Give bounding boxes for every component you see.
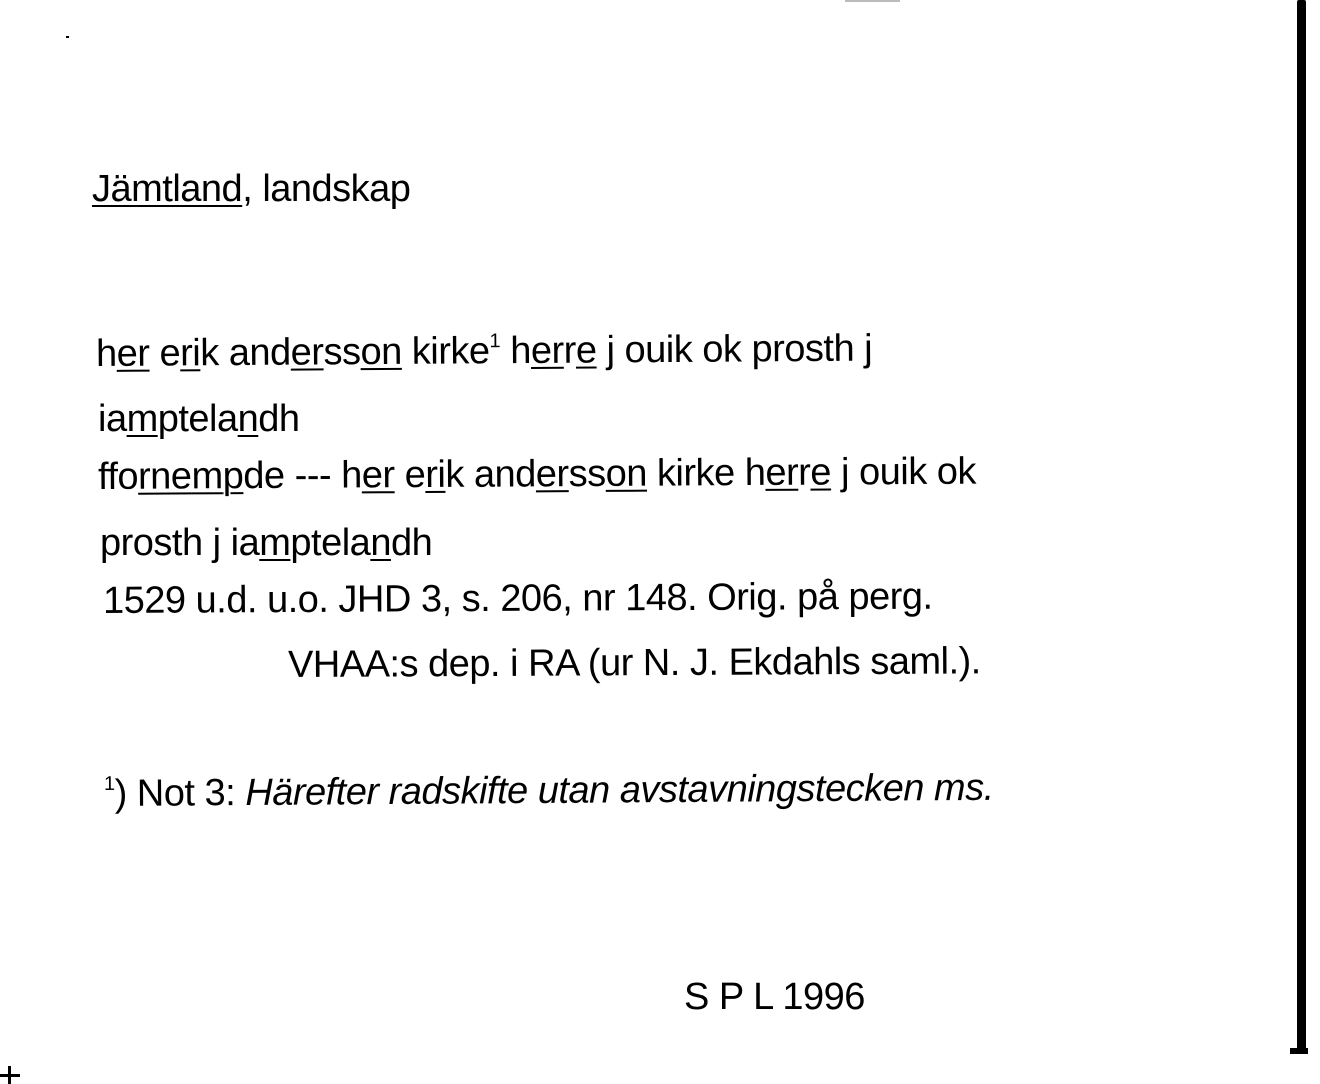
text-segment: ia — [98, 398, 127, 440]
abbreviation-expansion: on — [360, 330, 402, 374]
abbreviation-expansion: e — [575, 329, 597, 372]
text-segment: h — [95, 332, 117, 375]
abbreviation-expansion: m — [191, 455, 223, 498]
text-segment: e — [170, 455, 192, 498]
text-segment: e — [149, 332, 181, 375]
abbreviation-expansion: er — [116, 332, 150, 375]
text-segment: r — [563, 329, 577, 372]
footnote-reference: 1 — [489, 330, 501, 353]
place-heading — [92, 170, 410, 208]
registration-mark-icon — [0, 1062, 22, 1082]
text-segment: j ouik ok — [830, 450, 977, 494]
abbreviation-expansion: er — [361, 454, 395, 497]
footnote-prefix: ) Not 3: — [114, 772, 246, 815]
abbreviation-expansion: n — [370, 522, 391, 564]
source-citation-line-2: VHAA:s dep. i RA (ur N. J. Ekdahls saml.). — [287, 640, 981, 686]
abbreviation-expansion: er — [765, 451, 799, 494]
place-type: , landskap — [242, 168, 411, 210]
text-segment: p — [222, 455, 244, 498]
text-segment: de --- h — [243, 454, 362, 498]
abbreviation-expansion: ri — [179, 332, 201, 375]
text-segment: dh — [390, 522, 433, 564]
abbreviation-expansion: m — [126, 398, 158, 440]
text-segment: k and — [200, 331, 291, 375]
text-segment: dh — [258, 398, 300, 440]
footnote — [104, 768, 994, 813]
quote-line-2 — [98, 400, 300, 438]
abbreviation-expansion: er — [535, 453, 569, 496]
quote-line-1 — [96, 329, 872, 373]
scan-speck — [66, 36, 69, 38]
quote-line-3 — [97, 450, 977, 498]
place-name: Jämtland — [92, 168, 243, 210]
abbreviation-expansion: on — [605, 452, 648, 495]
abbreviation-expansion: e — [810, 451, 832, 494]
abbreviation-expansion: er — [290, 331, 324, 374]
abbreviation-expansion: er — [530, 329, 564, 372]
text-segment: r — [798, 451, 811, 494]
signature: S P L 1996 — [684, 976, 865, 1018]
text-segment: h — [500, 329, 532, 373]
text-segment: ss — [568, 452, 606, 496]
card-edge-foot — [1290, 1048, 1308, 1054]
abbreviation-expansion: rn — [137, 455, 171, 498]
text-segment: ptela — [157, 398, 238, 440]
quote-line-4 — [100, 524, 432, 562]
text-segment: kirke — [401, 330, 490, 373]
source-citation-line-1: 1529 u.d. u.o. JHD 3, s. 206, nr 148. Orig. på perg. — [102, 575, 933, 622]
text-segment: ptela — [290, 522, 371, 564]
footnote-marker: 1 — [103, 772, 115, 795]
abbreviation-expansion: m — [259, 522, 291, 564]
text-segment: ffo — [97, 455, 139, 498]
text-segment: prosth j ia — [100, 522, 260, 564]
text-segment: k and — [445, 453, 536, 496]
card-edge-line — [1297, 0, 1306, 1052]
scan-speck — [845, 0, 900, 2]
abbreviation-expansion: ri — [425, 453, 446, 497]
text-segment: j ouik ok prosth j — [596, 327, 873, 372]
text-segment: ss — [323, 331, 361, 374]
text-segment: e — [394, 454, 426, 497]
abbreviation-expansion: n — [237, 398, 259, 440]
text-segment: kirke h — [646, 451, 766, 495]
footnote-text: Härefter radskifte utan avstavningstecken ms. — [245, 766, 994, 815]
